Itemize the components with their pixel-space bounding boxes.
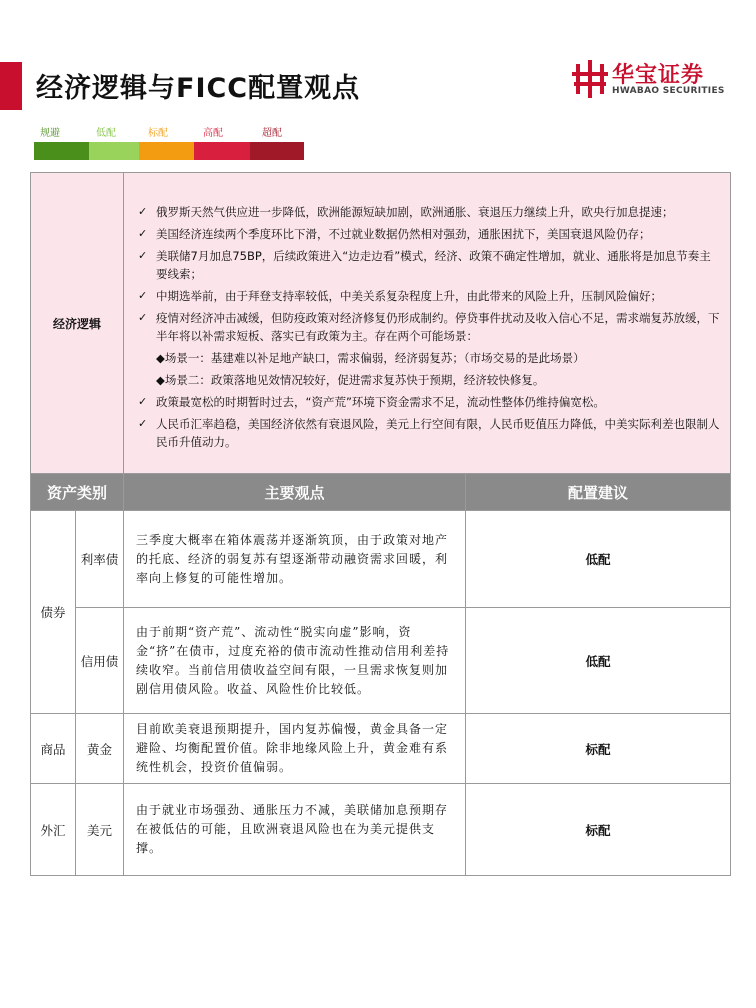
- logo-english-text: HWABAO SECURITIES: [612, 86, 725, 96]
- recommendation: 标配: [466, 784, 731, 876]
- logic-point: ✓ 俄罗斯天然气供应进一步降低，欧洲能源短缺加剧，欧洲通胀、衰退压力继续上升，欧央行加息提速；: [134, 203, 720, 221]
- view-text: 三季度大概率在箱体震荡并逐渐筑顶，由于政策对地产的托底、经济的弱复苏有望逐渐带动融资需求回暖，利率向上修复的可能性增加。: [124, 511, 466, 608]
- legend-label-strong-overweight: 超配: [262, 128, 282, 139]
- subcategory-credit-bond: 信用债: [76, 608, 124, 714]
- legend-bar-avoid: [34, 142, 89, 160]
- legend-bar-underweight: [89, 142, 139, 160]
- hwabao-logo-icon: [572, 60, 608, 98]
- subcategory-gold: 黄金: [76, 714, 124, 784]
- economic-logic-row: [31, 173, 731, 474]
- recommendation: 低配: [466, 608, 731, 714]
- header-asset-class: 资产类别: [31, 474, 124, 511]
- view-text: 由于就业市场强劲、通胀压力不减，美联储加息预期存在被低估的可能，且欧洲衰退风险也在为美元提供支撑。: [124, 784, 466, 876]
- view-text: 由于前期“资产荒”、流动性“脱实向虚”影响，资金“挤”在债市，过度充裕的债市流动性推动信用利差持续收窄。当前信用债收益空间有限，一旦需求恢复则加剧信用债风险。收益、风险性价比较低。: [124, 608, 466, 714]
- logic-point: ✓ 中期选举前，由于拜登支持率较低，中美关系复杂程度上升，由此带来的风险上升，压制风险偏好；: [134, 287, 720, 305]
- recommendation: 标配: [466, 714, 731, 784]
- header-main-view: 主要观点: [124, 474, 466, 511]
- scenario-one: ◆场景一：基建难以补足地产缺口，需求偏弱，经济弱复苏；（市场交易的是此场景）: [156, 351, 585, 365]
- economic-logic-label: 经济逻辑: [31, 173, 124, 474]
- table-row: [31, 511, 731, 608]
- legend-label-underweight: 低配: [96, 128, 116, 139]
- ficc-allocation-table: [30, 172, 731, 876]
- logic-point: ✓ 政策最宽松的时期暂时过去，“资产荒”环境下资金需求不足，流动性整体仍维持偏宽松。: [134, 393, 720, 411]
- table-row: [31, 784, 731, 876]
- category-fx: 外汇: [31, 784, 76, 876]
- table-header-row: [31, 474, 731, 511]
- logic-points-list: [134, 203, 720, 345]
- scenario-two: ◆场景二：政策落地见效情况较好，促进需求复苏快于预期，经济较快修复。: [156, 373, 545, 387]
- legend-bar-neutral: [139, 142, 194, 160]
- legend-bar-overweight: [194, 142, 250, 160]
- logic-point: ✓ 美国经济连续两个季度环比下滑，不过就业数据仍然相对强劲，通胀困扰下，美国衰退风险仍存；: [134, 225, 720, 243]
- logic-point: ✓ 人民币汇率趋稳，美国经济依然有衰退风险，美元上行空间有限，人民币贬值压力降低，中美实际利差也限制人民币升值动力。: [134, 415, 720, 451]
- category-commodity: 商品: [31, 714, 76, 784]
- page-title: 经济逻辑与FICC配置观点: [36, 73, 361, 104]
- legend-label-avoid: 规避: [40, 128, 60, 139]
- subcategory-usd: 美元: [76, 784, 124, 876]
- legend-label-neutral: 标配: [148, 128, 168, 139]
- title-accent-bar: [0, 62, 22, 110]
- recommendation: 低配: [466, 511, 731, 608]
- company-logo: [572, 58, 748, 102]
- table-row: [31, 608, 731, 714]
- view-text: 目前欧美衰退预期提升，国内复苏偏慢，黄金具备一定避险、均衡配置价值。除非地缘风险上升，黄金难有系统性机会，投资价值偏弱。: [124, 714, 466, 784]
- category-bond: 债券: [31, 511, 76, 714]
- header-recommendation: 配置建议: [466, 474, 731, 511]
- legend-label-overweight: 高配: [203, 128, 223, 139]
- table-row: [31, 714, 731, 784]
- legend-bar-strong-overweight: [250, 142, 304, 160]
- logic-point: ✓ 美联储7月加息75BP，后续政策进入“边走边看”模式，经济、政策不确定性增加，就业、通胀将是加息节奏主要线索；: [134, 247, 720, 283]
- logo-chinese-text: 华宝证券: [612, 63, 705, 88]
- economic-logic-content: [124, 173, 731, 474]
- logic-points-list-2: [134, 393, 720, 451]
- logic-point: ✓ 疫情对经济冲击减缓，但防疫政策对经济修复仍形成制约。停贷事件扰动及收入信心不足，需求端复苏放缓，下半年将以补需求短板、落实已有政策为主。存在两个可能场景：: [134, 309, 720, 345]
- subcategory-rate-bond: 利率债: [76, 511, 124, 608]
